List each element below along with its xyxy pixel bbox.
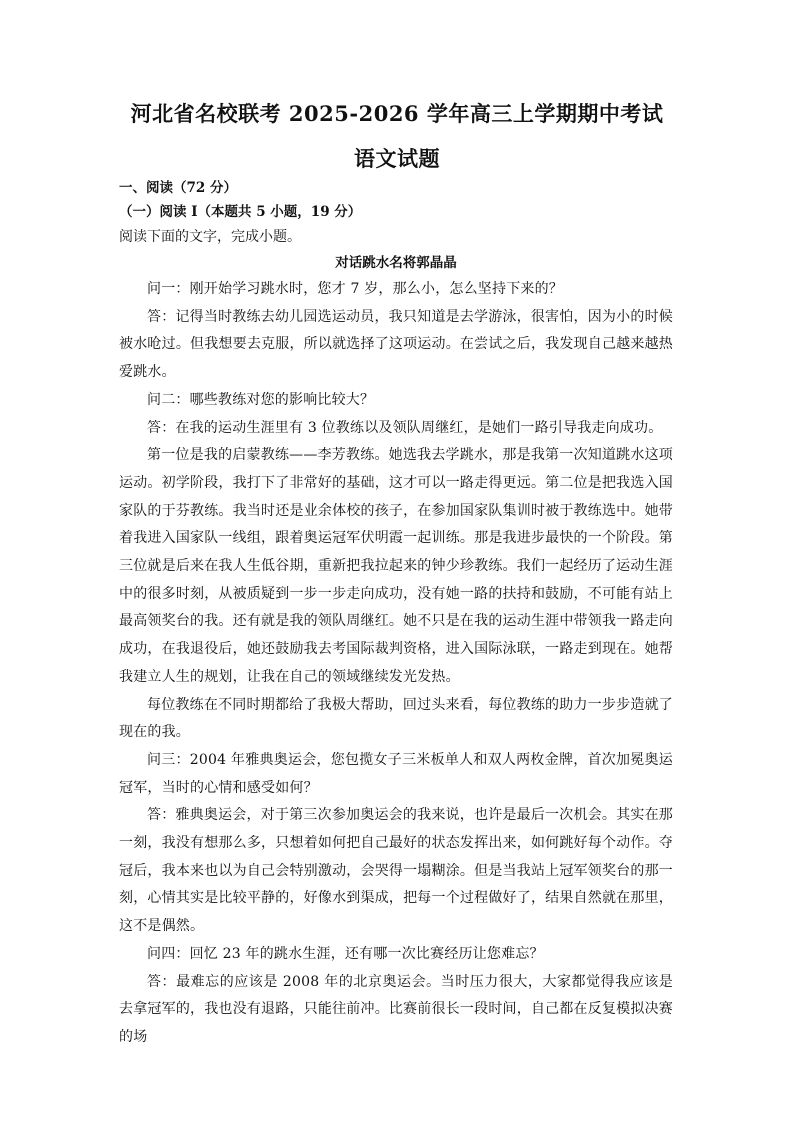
answer-1: 答：记得当时教练去幼儿园选运动员，我只知道是去学游泳，很害怕，因为小的时候被水呛过。但我想要去克服，所以就选择了这项运动。在尝试之后，我发现自己越来越热爱跳水。 [119,308,673,381]
question-4: 问四：回忆 23 年的跳水生涯，还有哪一次比赛经历让您难忘？ [147,945,544,962]
answer-2-paragraph: 每位教练在不同时期都给了我极大帮助，回过头来看，每位教练的助力一步步造就了现在的我。 [119,696,673,741]
question-3: 问三：2004 年雅典奥运会，您包揽女子三米板单人和双人两枚金牌，首次加冕奥运冠军，当时的心情和感受如何？ [119,751,673,796]
document-subtitle: 语文试题 [354,146,440,171]
answer-3: 答：雅典奥运会，对于第三次参加奥运会的我来说，也许是最后一次机会。其实在那一刻，我没有想那么多，只想着如何把自己最好的状态发挥出来，如何跳好每个动作。夺冠后，我本来也以为自己会特别激动，会哭得一塌糊涂。但是当我站上冠军领奖台的那一刻，心情其实是比较平静的，好像水到渠成，把每一个过程做好了，结果自然就在那里，这不是偶然。 [119,807,673,935]
question-2: 问二：哪些教练对您的影响比较大？ [147,391,375,408]
subsection-heading: （一）阅读 I（本题共 5 小题，19 分） [119,204,362,220]
question-1: 问一：刚开始学习跳水时，您才 7 岁，那么小，怎么坚持下来的？ [147,281,564,297]
article-title: 对话跳水名将郭晶晶 [335,255,457,271]
answer-4: 答：最难忘的应该是 2008 年的北京奥运会。当时压力很大，大家都觉得我应该是去拿冠军的，我也没有退路，只能往前冲。比赛前很长一段时间，自己都在反复模拟决赛的场 [119,973,673,1045]
answer-2-paragraph: 第一位是我的启蒙教练——李芳教练。她选我去学跳水，那是我第一次知道跳水这项运动。初学阶段，我打下了非常好的基础，这才可以一路走得更远。第二位是把我选入国家队的于芬教练。我当时还是业余体校的孩子，在参加国家队集训时被于教练选中。她带着我进入国家队一线组，跟着奥运冠军伏明霞一起训练。那是我进步最快的一个阶段。第三位就是后来在我人生低谷期，重新把我拉起来的钟少珍教练。我们一起经历了运动生涯中的很多时刻，从被质疑到一步一步走向成功，没有她一路的扶持和鼓励，不可能有站上最高领奖台的我。还有就是我的领队周继红。她不只是在我的运动生涯中带领我一路走向成功，在我退役后，她还鼓励我去考国际裁判资格，进入国际泳联，一路走到现在。她帮我建立人生的规划，让我在自己的领域继续发光发热。 [119,447,673,685]
instruction-text: 阅读下面的文字，完成小题。 [119,229,301,245]
document-title: 河北省名校联考 2025-2026 学年高三上学期期中考试 [130,101,664,126]
section-heading: 一、阅读（72 分） [119,180,237,196]
answer-2: 答：在我的运动生涯里有 3 位教练以及领队周继红，是她们一路引导我走向成功。 [147,419,663,436]
document-body [119,176,673,1052]
